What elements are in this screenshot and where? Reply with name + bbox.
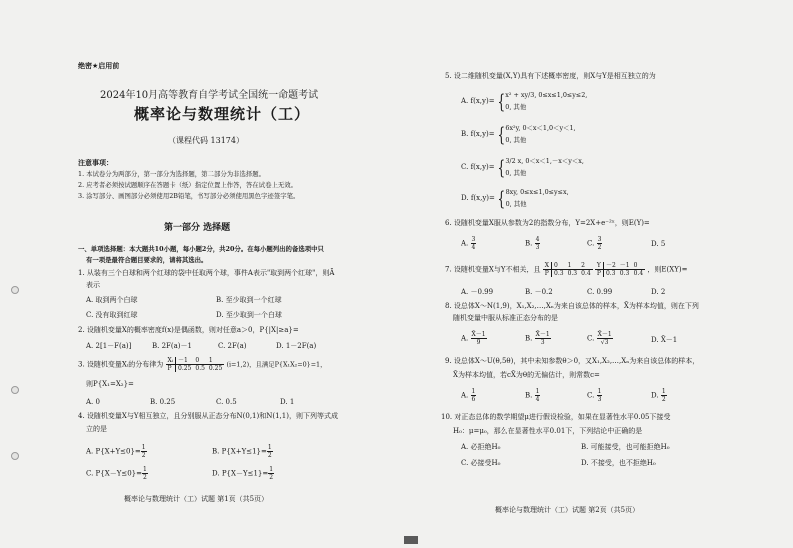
- option-c-text: C. P{X－Y≤0}=: [86, 469, 142, 478]
- section-intro: 有一项是最符合题目要求的，请将其选出。: [86, 256, 208, 264]
- option-b-text: B. P{X+Y≤1}=: [212, 447, 267, 456]
- left-brace: {: [497, 155, 505, 179]
- fraction: [535, 388, 541, 403]
- numerator: 3: [597, 236, 602, 243]
- option-b: B. 0.25: [150, 398, 176, 406]
- question-8-stem: 8. 设总体X～N(1,9)，X₁,X₂,…,Xₙ为来自该总体的样本，X̄为样本均值，则在下列: [445, 302, 699, 310]
- option-b: [212, 444, 273, 459]
- piecewise-cases: [505, 122, 575, 146]
- table-cell: 0.4: [581, 270, 591, 277]
- numerator: 1: [267, 444, 272, 451]
- question-9-stem: 9. 设总体X～U(θ,5θ)，其中未知参数θ＞0，又X₁,X₂,…,Xₙ为来自该总体的样本，: [445, 357, 700, 365]
- table-header: X: [543, 262, 552, 270]
- scanner-mark: [404, 536, 418, 544]
- option-a: [86, 444, 147, 459]
- question-10-stem: 10. 对正态总体的数学期望μ进行假设检验，如果在显著性水平0.05下接受: [441, 413, 671, 421]
- option-d: [212, 466, 274, 481]
- subject-title: 概率论与数理统计（工）: [134, 105, 311, 123]
- table-cell: 0: [552, 262, 566, 270]
- option-c: [86, 466, 148, 481]
- distribution-table-x: [543, 262, 593, 277]
- piecewise-cases: [505, 89, 587, 113]
- option-a-text: A. P{X+Y≤0}=: [86, 447, 141, 456]
- option-label: B.: [461, 130, 469, 138]
- numerator: 1: [141, 444, 146, 451]
- option-c: [461, 155, 584, 179]
- denominator: 2: [141, 452, 146, 459]
- option-b: B. －0.2: [525, 288, 553, 296]
- table-cell: 0.3: [619, 270, 630, 277]
- question-5-stem: 5. 设二维随机变量(X,Y)具有下述概率密度，则X与Y是相互独立的为: [445, 72, 656, 80]
- table-cell: 0: [632, 262, 646, 270]
- fraction: [267, 444, 273, 459]
- function-name: f(x,y)=: [470, 97, 495, 105]
- option-label: A.: [461, 97, 469, 105]
- numerator: X̄－1: [535, 331, 550, 338]
- question-3-stem-post: (i=1,2)，且满足P{X₁X₂=0}=1，: [226, 360, 327, 369]
- numerator: X̄－1: [471, 331, 486, 338]
- denominator: 4: [535, 396, 540, 403]
- question-9-stem: X̄为样本均值，若cX̄为θ的无偏估计，则常数c=: [453, 371, 600, 379]
- numerator: 1: [597, 388, 602, 395]
- option-label: C.: [587, 334, 595, 343]
- option-b: [525, 236, 540, 251]
- left-brace: {: [497, 89, 505, 113]
- notes-heading: 注意事项：: [78, 158, 113, 167]
- denominator: 2: [267, 452, 272, 459]
- exam-title: 2024年10月高等教育自学考试全国统一命题考试: [100, 90, 319, 101]
- option-b: B. 2F(a)－1: [152, 342, 192, 350]
- question-7-stem-pre: 7. 设随机变量X与Y不相关，且: [445, 265, 541, 274]
- fraction: [661, 388, 667, 403]
- option-label: A.: [461, 391, 469, 400]
- fraction: [535, 236, 541, 251]
- numerator: 1: [471, 388, 476, 395]
- table-cell: 0.4: [633, 270, 644, 277]
- option-d: D. 2: [651, 288, 666, 296]
- fraction: [471, 388, 477, 403]
- distribution-table: [166, 357, 225, 372]
- denominator: √3: [600, 339, 609, 346]
- numerator: 4: [535, 236, 540, 243]
- numerator: X̄－1: [597, 331, 612, 338]
- option-label: C.: [587, 391, 595, 400]
- numerator: 1: [269, 466, 274, 473]
- option-label: C.: [461, 163, 469, 171]
- page-left: [0, 0, 396, 548]
- option-label: C.: [587, 239, 595, 248]
- page-right: [397, 0, 793, 548]
- fraction: [597, 236, 603, 251]
- denominator: 3: [597, 396, 602, 403]
- option-d: [651, 388, 667, 403]
- option-c: [587, 331, 613, 346]
- part-title: 第一部分 选择题: [164, 223, 231, 233]
- case-line: 6x²y, 0＜x＜1,0＜y＜1,: [505, 124, 576, 132]
- table-cell: 1: [207, 357, 224, 365]
- option-label: B.: [525, 391, 533, 400]
- option-label: D.: [651, 391, 659, 400]
- case-line: 0, 其他: [505, 200, 527, 208]
- option-b: B. 至少取到一个红球: [216, 296, 282, 304]
- left-brace: {: [497, 122, 505, 146]
- option-a: [461, 388, 476, 403]
- option-c: C. 0.5: [216, 398, 237, 406]
- table-cell: 0.5: [195, 365, 205, 372]
- table-cell: 2: [579, 262, 593, 270]
- piecewise-cases: [506, 186, 569, 210]
- case-line: 3/2 x, 0＜x＜1,－x＜y＜x,: [505, 157, 584, 165]
- option-label: A.: [461, 239, 469, 248]
- denominator: 9: [476, 339, 481, 346]
- binder-hole: [11, 386, 19, 394]
- question-7-stem: [445, 262, 687, 277]
- table-cell: 0: [193, 357, 207, 365]
- option-c: [587, 388, 602, 403]
- denominator: 3: [540, 339, 545, 346]
- binder-hole: [11, 452, 19, 460]
- denominator: 2: [269, 474, 274, 481]
- question-4-stem: 立的是: [86, 425, 107, 433]
- option-c: [587, 236, 602, 251]
- table-header: P: [595, 270, 604, 278]
- option-b: B. 可能接受，也可能拒绝H₀: [581, 443, 670, 451]
- table-cell: －1: [619, 262, 630, 269]
- question-3-stem-pre: 3. 设随机变量Xᵢ的分布律为: [78, 360, 164, 369]
- option-d: D. 至少取到一个白球: [216, 311, 282, 319]
- question-2-stem: 2. 设随机变量X的概率密度f(x)是偶函数，则对任意a＞0，P{|X|≥a}=: [78, 326, 299, 334]
- fraction: [142, 466, 148, 481]
- numerator: 1: [535, 388, 540, 395]
- option-b: [525, 388, 540, 403]
- option-b: [525, 331, 551, 346]
- note-item: 3. 涂写部分、画图部分必须使用2B铅笔，书写部分必须使用黑色字迹签字笔。: [78, 192, 300, 200]
- table-cell: 0.25: [178, 365, 192, 372]
- option-d-text: D. P{X－Y≤1}=: [212, 469, 269, 478]
- question-4-stem: 4. 设随机变量X与Y相互独立，且分别服从正态分布N(0,1)和N(1,1)，则下列等式成: [78, 412, 338, 420]
- question-1-stem: 表示: [86, 281, 100, 289]
- option-c: C. 没有取到红球: [86, 311, 138, 319]
- numerator: 1: [142, 466, 147, 473]
- option-label: B.: [525, 334, 533, 343]
- option-a: A. 0: [86, 398, 100, 406]
- option-a: [461, 89, 587, 113]
- table-cell: 0.3: [605, 270, 616, 277]
- option-label: A.: [461, 334, 469, 343]
- question-6-stem: 6. 设随机变量X服从参数为2的指数分布，Y=2X+e⁻²ˣ，则E(Y)=: [445, 219, 650, 227]
- table-header: P: [543, 270, 552, 278]
- fraction: [141, 444, 147, 459]
- option-a: A. 2[1－F(a)]: [86, 342, 132, 350]
- question-10-stem: H₀：μ=μ₀，那么在显著性水平0.01下，下列结论中正确的是: [453, 427, 643, 435]
- option-d: D. 1－2F(a): [276, 342, 317, 350]
- table-cell: 0.3: [554, 270, 564, 277]
- option-c: C. 2F(a): [218, 342, 247, 350]
- question-7-stem-post: ，则E(XY)=: [647, 265, 688, 274]
- table-header: Y: [595, 262, 604, 270]
- option-a: A. 取到两个白球: [86, 296, 138, 304]
- question-1-stem: 1. 从装有三个白球和两个红球的袋中任取两个球，事件A表示"取到两个红球"，则Ā: [78, 269, 335, 277]
- option-a: A. 必拒绝H₀: [461, 443, 501, 451]
- table-header: Xᵢ: [166, 357, 176, 365]
- fraction: [597, 331, 613, 346]
- case-line: 0, 其他: [505, 136, 527, 144]
- distribution-table-y: [595, 262, 645, 277]
- denominator: 2: [597, 244, 602, 251]
- denominator: 6: [471, 396, 476, 403]
- option-c: C. 0.99: [587, 288, 613, 296]
- table-cell: 0.25: [208, 365, 223, 372]
- option-a: A. －0.99: [461, 288, 494, 296]
- table-cell: －2: [603, 262, 617, 270]
- denominator: 4: [471, 244, 476, 251]
- option-d: D. 1: [280, 398, 295, 406]
- page-footer: 概率论与数理统计（工）试题 第1页（共5页）: [124, 495, 269, 503]
- denominator: 2: [661, 396, 666, 403]
- piecewise-cases: [505, 155, 584, 179]
- fraction: [535, 331, 551, 346]
- option-a: [461, 331, 487, 346]
- case-line: 0, 其他: [505, 103, 527, 111]
- binder-hole: [11, 286, 19, 294]
- table-cell: 1: [566, 262, 580, 270]
- option-c: C. 必接受H₀: [461, 459, 501, 467]
- table-cell: 0.3: [567, 270, 578, 277]
- option-d: D. 不接受，也不拒绝H₀: [581, 459, 656, 467]
- section-intro: 一、单项选择题：本大题共10小题，每小题2分，共20分。在每小题列出的备选项中只: [78, 245, 324, 253]
- numerator: 1: [661, 388, 666, 395]
- option-label: B.: [525, 239, 533, 248]
- table-cell: －1: [176, 357, 194, 365]
- function-name: f(x,y)=: [470, 194, 495, 202]
- option-d: D. 5: [651, 240, 666, 248]
- numerator: 3: [471, 236, 476, 243]
- page-footer: 概率论与数理统计（工）试题 第2页（共5页）: [495, 506, 640, 514]
- function-name: f(x,y)=: [470, 130, 495, 138]
- case-line: x² + xy/3, 0≤x≤1,0≤y≤2,: [505, 91, 588, 99]
- fraction: [268, 466, 274, 481]
- note-item: 1. 本试卷分为两部分，第一部分为选择题，第二部分为非选择题。: [78, 170, 266, 178]
- question-3-stem: [78, 357, 327, 372]
- confidential-label: 绝密★启用前: [78, 62, 120, 70]
- question-8-stem: 随机变量中服从标准正态分布的是: [453, 314, 558, 322]
- case-line: 0, 其他: [505, 169, 527, 177]
- option-label: D.: [461, 194, 469, 202]
- function-name: f(x,y)=: [470, 163, 495, 171]
- fraction: [471, 236, 477, 251]
- option-b: [461, 122, 576, 146]
- question-3-stem: 则P{X₁=X₂}=: [86, 380, 134, 388]
- denominator: 3: [535, 244, 540, 251]
- denominator: 2: [142, 474, 147, 481]
- left-brace: {: [497, 186, 506, 210]
- option-a: [461, 236, 476, 251]
- case-line: 8xy, 0≤x≤1,0≤y≤x,: [505, 188, 569, 196]
- option-d: [461, 186, 569, 210]
- course-code: （课程代码 13174）: [168, 136, 244, 145]
- note-item: 2. 应考者必须按试题顺序在答题卡（纸）指定位置上作答，答在试卷上无效。: [78, 181, 298, 189]
- table-header: P: [166, 365, 176, 373]
- fraction: [597, 388, 603, 403]
- fraction: [471, 331, 487, 346]
- option-d: D. X̄－1: [651, 336, 678, 344]
